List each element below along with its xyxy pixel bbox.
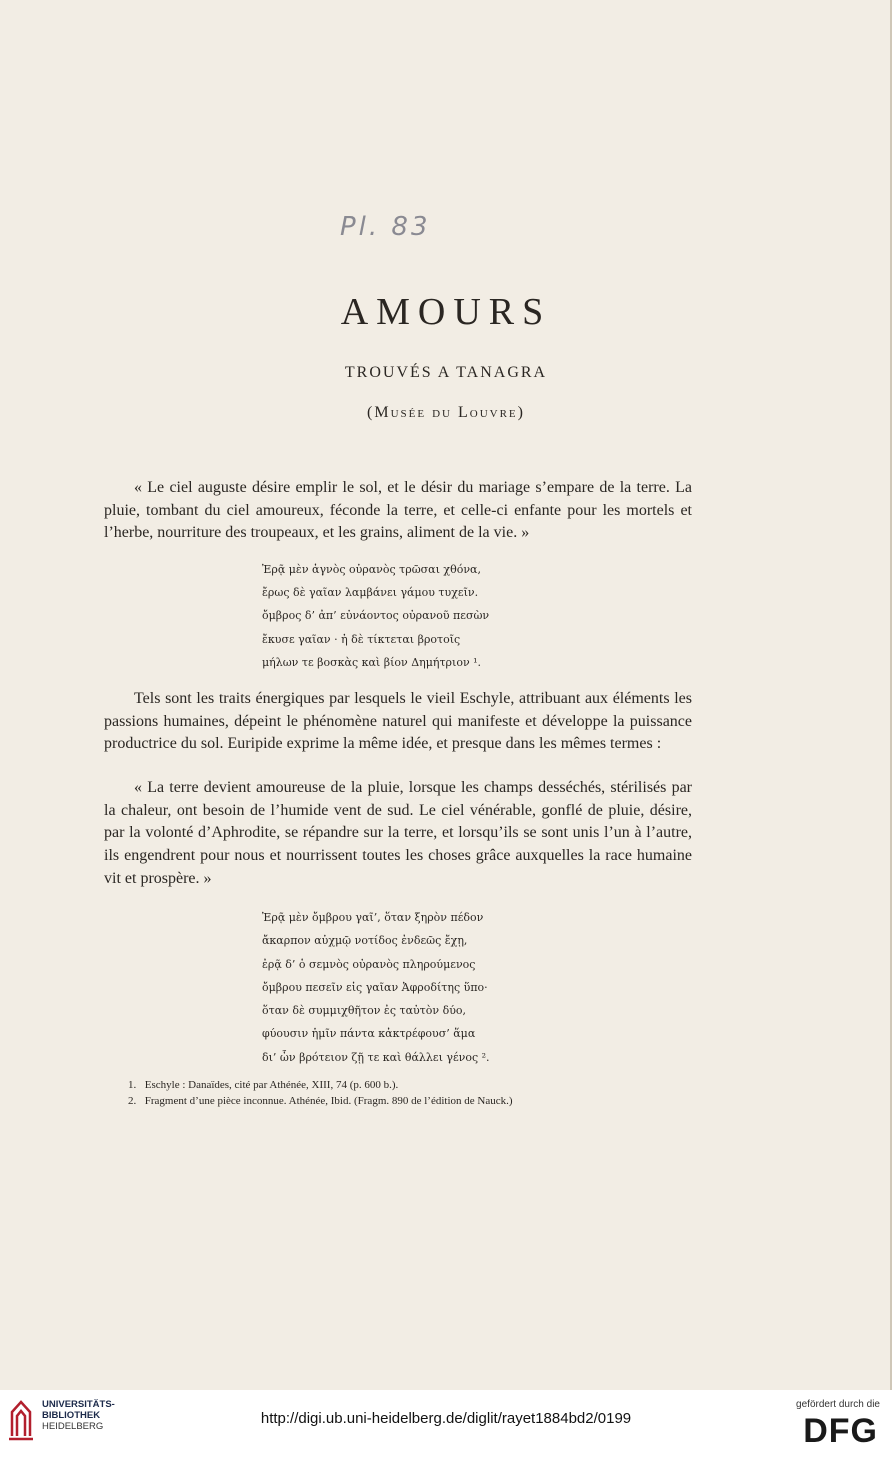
verse-line: ἐρᾷ δ’ ὁ σεμνὸς οὐρανὸς πληρούμενος	[262, 957, 476, 971]
quote-paragraph-1: « Le ciel auguste désire emplir le sol, et le désir du mariage s’empare de la terre. La pluie, tombant du ciel amoureux, féconde la terre, et celle-ci enfante pour les mortels et l’herbe, nourriture des troupeaux, et les grains, aliment de la vie. »	[104, 479, 692, 542]
greek-verse-1	[262, 558, 682, 674]
verse-line: Ἐρᾷ μὲν ὄμβρου γαῖ’, ὅταν ξηρὸν πέδον	[262, 911, 484, 924]
verse-line: ὅταν δὲ συμμιχθῆτον ἐς ταὐτὸν δύο,	[262, 1004, 466, 1018]
verse-line: μήλων τε βοσκὰς καὶ βίον Δημήτριον ¹.	[262, 655, 482, 669]
museum-note: (Musée du Louvre)	[367, 404, 525, 421]
verse-line: ἔρως δὲ γαῖαν λαμβάνει γάμου τυχεῖν.	[262, 586, 479, 600]
footnote-2	[128, 1093, 688, 1109]
verse-line: ἔκυσε γαῖαν · ἡ δὲ τίκτεται βροτοῖς	[262, 632, 461, 646]
library-name-line: HEIDELBERG	[42, 1421, 104, 1432]
dfg-logo: DFG	[803, 1412, 878, 1450]
footnote-number: 2.	[128, 1095, 137, 1107]
verse-line: ἄκαρπον αὐχμῷ νοτίδος ἐνδεῶς ἔχῃ,	[262, 934, 468, 948]
verse-line: ὄμβρου πεσεῖν εἰς γαῖαν Ἀφροδίτης ὕπο·	[262, 980, 488, 994]
verse-line: δι’ ὧν βρότειον ζῇ τε καὶ θάλλει γένος ².	[262, 1050, 490, 1064]
viewer-footer	[0, 1390, 892, 1457]
permalink-url[interactable]: http://digi.ub.uni-heidelberg.de/diglit/rayet1884bd2/0199	[260, 1410, 632, 1427]
verse-line: φύουσιν ἡμῖν πάντα κἀκτρέφουσ’ ἅμα	[262, 1027, 476, 1041]
page-subtitle: TROUVÉS A TANAGRA	[344, 364, 548, 381]
body-paragraph-2: Tels sont les traits énergiques par lesquels le vieil Eschyle, attribuant aux éléments les passions humaines, dépeint le phénomène naturel qui manifeste et développe la puissance productrice du sol. Euripide exprime la même idée, et presque dans les mêmes termes :	[104, 690, 692, 753]
footnote-number: 1.	[128, 1079, 137, 1091]
footnotes	[128, 1077, 688, 1109]
footnote-text: Eschyle : Danaïdes, cité par Athénée, XIII, 74 (p. 600 b.).	[144, 1079, 399, 1091]
library-name-line: UNIVERSITÄTS-	[42, 1399, 115, 1410]
quote-paragraph-2: « La terre devient amoureuse de la pluie, lorsque les champs desséchés, stérilisés par la chaleur, ont besoin de l’humide vent de sud. Le ciel vénérable, gonflé de pluie, désire, par la volonté d’Aphrodite, se répandre sur la terre, et lorsqu’ils se sont unis l’un à l’autre, ils engendrent pour nous et nourrissent toutes les choses grâce auxquelles la race humaine vit et prospère. »	[104, 779, 692, 887]
verse-line: ὄμβρος δ’ ἀπ’ εὐνάοντος οὐρανοῦ πεσὼν	[262, 609, 490, 623]
footnote-1	[128, 1077, 688, 1093]
handwritten-plate-note: Pl. 83	[340, 212, 431, 242]
verse-line: Ἐρᾷ μὲν ἁγνὸς οὐρανὸς τρῶσαι χθόνα,	[262, 563, 481, 576]
funded-by-label: gefördert durch die	[796, 1399, 880, 1410]
page-title: AMOURS	[340, 291, 552, 333]
greek-verse-2	[262, 906, 682, 1069]
library-name-line: BIBLIOTHEK	[42, 1410, 101, 1421]
footnote-text: Fragment d’une pièce inconnue. Athénée, Ibid. (Fragm. 890 de l’édition de Nauck.)	[144, 1095, 513, 1107]
